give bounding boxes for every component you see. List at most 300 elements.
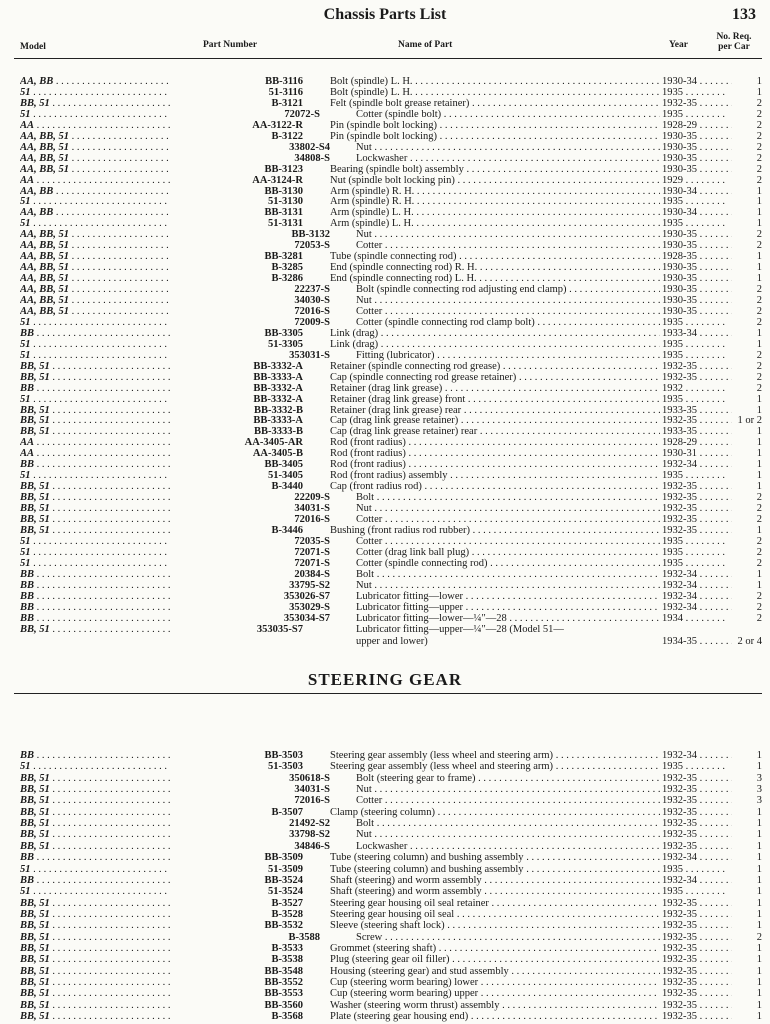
parts-row-year: 1929 . . . (662, 175, 732, 186)
parts-row-quantity: 2 (756, 240, 762, 252)
parts-row-quantity: 1 (756, 1011, 762, 1023)
parts-row-quantity: 1 (756, 750, 762, 761)
parts-row-year: 1930-35 . . . (662, 295, 732, 306)
parts-row-part-number: 21492-S2 (289, 818, 330, 830)
parts-row-year: 1935 . . . (662, 218, 732, 229)
parts-row (0, 437, 770, 448)
parts-row-model: AA, BB, 51 . . . (20, 229, 170, 240)
parts-row (0, 448, 770, 459)
parts-row-year: 1932-35 . . . (662, 841, 732, 852)
parts-row (0, 1000, 770, 1011)
parts-row-name: Bolt (spindle) L. H. . . . (330, 87, 660, 98)
parts-row-year: 1932-34 . . . (662, 591, 732, 602)
parts-row-model: BB . . . (20, 328, 170, 339)
parts-row (0, 875, 770, 886)
parts-row-name: Shaft (steering) and worm assembly . . . (330, 886, 660, 897)
parts-row-quantity: 2 (756, 612, 762, 624)
parts-row-name: Cotter . . . (356, 795, 660, 806)
parts-row-quantity: 1 (756, 988, 762, 1000)
parts-row-name: Nut (spindle bolt locking pin) . . . (330, 175, 660, 186)
parts-row (0, 569, 770, 580)
parts-row-quantity: 2 (756, 931, 762, 943)
parts-row-part-number: B-3286 (271, 273, 303, 285)
parts-row-name: Nut . . . (356, 229, 660, 240)
parts-row-year: 1932-35 . . . (662, 829, 732, 840)
parts-row-quantity: 2 (756, 349, 762, 361)
parts-row-year: 1932-35 . . . (662, 943, 732, 954)
parts-row (0, 841, 770, 852)
column-header-quantity (704, 32, 764, 52)
parts-row-model: BB, 51 . . . (20, 361, 170, 372)
parts-row-year: 1932-34 . . . (662, 852, 732, 863)
parts-row-year: 1932-35 . . . (662, 966, 732, 977)
parts-row-quantity: 3 (756, 784, 762, 796)
parts-row-part-number: B-3528 (271, 908, 303, 920)
parts-row-model: BB . . . (20, 602, 170, 613)
parts-row (0, 547, 770, 558)
parts-row-part-number: B-3507 (271, 806, 303, 818)
parts-row-model: AA, BB, 51 . . . (20, 142, 170, 153)
parts-row (0, 317, 770, 328)
parts-row-model: BB, 51 . . . (20, 807, 170, 818)
parts-row-quantity: 2 (756, 546, 762, 558)
parts-row (0, 492, 770, 503)
column-header-quantity-line2: per Car (718, 42, 750, 52)
parts-row-name: Fitting (lubricator) . . . (356, 350, 660, 361)
parts-row (0, 784, 770, 795)
parts-row-year: 1932-35 . . . (662, 481, 732, 492)
parts-row-model: 51 . . . (20, 394, 170, 405)
parts-row-part-number: 72053-S (294, 240, 330, 252)
parts-row-name: Cotter . . . (356, 536, 660, 547)
parts-row-year: 1934-35 . . . (662, 636, 732, 647)
parts-row-model: AA, BB, 51 . . . (20, 240, 170, 251)
parts-row-part-number: 353034-S7 (283, 612, 330, 624)
parts-row-year: 1928-29 . . . (662, 120, 732, 131)
parts-row-quantity: 1 (756, 437, 762, 449)
parts-row (0, 164, 770, 175)
parts-row (0, 415, 770, 426)
parts-row-part-number: 51-3131 (268, 218, 303, 230)
parts-row-model: 51 . . . (20, 558, 170, 569)
parts-row (0, 920, 770, 931)
parts-row-name: Washer (steering worm thrust) assembly . . . (330, 1000, 660, 1011)
parts-row-part-number: BB-3532 (264, 920, 303, 932)
parts-row-part-number: BB-3552 (264, 977, 303, 988)
parts-row-continued (0, 636, 770, 647)
parts-row (0, 251, 770, 262)
parts-row (0, 525, 770, 536)
section-rule (14, 693, 762, 694)
parts-row-part-number: 72071-S (294, 557, 330, 569)
parts-row-part-number: B-3122 (271, 130, 303, 142)
parts-row (0, 120, 770, 131)
parts-row-part-number: B-3533 (271, 942, 303, 954)
parts-row (0, 262, 770, 273)
parts-row-quantity: 3 (756, 795, 762, 807)
parts-row-model: AA . . . (20, 448, 170, 459)
parts-row-name: Cap (drag link grease retainer) . . . (330, 415, 660, 426)
parts-row (0, 558, 770, 569)
parts-row (0, 284, 770, 295)
parts-row (0, 852, 770, 863)
parts-row-year: 1935 . . . (662, 886, 732, 897)
parts-row-name: Lockwasher . . . (356, 841, 660, 852)
parts-row-name: Steering gear housing oil seal . . . (330, 909, 660, 920)
column-header-quantity-line1: No. Req. (716, 32, 752, 42)
parts-row-part-number: 72016-S (294, 795, 330, 807)
parts-row (0, 795, 770, 806)
parts-row-part-number: BB-3281 (264, 251, 303, 263)
parts-row (0, 306, 770, 317)
parts-row-model: BB, 51 . . . (20, 898, 170, 909)
parts-row-year: 1930-35 . . . (662, 240, 732, 251)
column-header-model: Model (20, 42, 46, 52)
parts-row-model: BB, 51 . . . (20, 818, 170, 829)
parts-row-part-number: 34808-S (294, 152, 330, 164)
parts-row-part-number: 34031-S (294, 503, 330, 515)
parts-row-part-number: BB-3548 (264, 965, 303, 977)
parts-row-model: BB . . . (20, 383, 170, 394)
parts-row-name: Nut . . . (356, 829, 660, 840)
parts-row-model: BB . . . (20, 569, 170, 580)
parts-row-name: Arm (spindle) R. H. . . . (330, 186, 660, 197)
parts-row-quantity: 1 (756, 897, 762, 909)
parts-row-year: 1932-35 . . . (662, 954, 732, 965)
parts-row (0, 131, 770, 142)
parts-row-model: BB . . . (20, 591, 170, 602)
parts-row-quantity: 2 (756, 174, 762, 186)
parts-row-part-number: BB-3132 (291, 229, 330, 241)
parts-row-year: 1932-34 . . . (662, 750, 732, 761)
parts-row-part-number: 353026-S7 (283, 590, 330, 602)
parts-row-quantity: 2 (756, 295, 762, 306)
parts-row-part-number: BB-3332-A (253, 393, 303, 405)
parts-row-quantity: 1 (756, 393, 762, 405)
parts-row-year: 1932-35 . . . (662, 932, 732, 943)
parts-row-year: 1930-34 . . . (662, 186, 732, 197)
parts-row (0, 977, 770, 988)
parts-row-name: Bolt . . . (356, 818, 660, 829)
parts-row-quantity: 1 (756, 954, 762, 966)
parts-row-part-number: BB-3503 (264, 750, 303, 761)
parts-row-name: Rod (front radius) . . . (330, 459, 660, 470)
parts-row (0, 580, 770, 591)
parts-row-model: BB, 51 . . . (20, 372, 170, 383)
parts-row-year: 1935 . . . (662, 470, 732, 481)
parts-row-name: Cotter . . . (356, 240, 660, 251)
parts-row-model: BB, 51 . . . (20, 920, 170, 931)
parts-row-name: Arm (spindle) L. H. . . . (330, 207, 660, 218)
parts-row-year: 1933-35 . . . (662, 426, 732, 437)
parts-row-part-number: 34846-S (294, 840, 330, 852)
parts-row-part-number: 34030-S (294, 295, 330, 306)
parts-row-name: Plug (steering gear oil filler) . . . (330, 954, 660, 965)
parts-row-part-number: 72016-S (294, 305, 330, 317)
parts-row-year: 1932-34 . . . (662, 602, 732, 613)
parts-row-part-number: 51-3503 (268, 761, 303, 773)
parts-row-quantity: 2 (756, 590, 762, 602)
parts-row-model: AA, BB . . . (20, 186, 170, 197)
parts-row-part-number: BB-3333-A (253, 371, 303, 383)
parts-row (0, 339, 770, 350)
parts-row (0, 470, 770, 481)
parts-row-name: Tube (steering column) and bushing assembly . . . (330, 864, 660, 875)
parts-row-year: 1932-35 . . . (662, 1000, 732, 1011)
parts-row (0, 1011, 770, 1022)
parts-row-name: Nut . . . (356, 503, 660, 514)
parts-row-part-number: B-3527 (271, 897, 303, 909)
parts-row-quantity: 1 (756, 829, 762, 841)
parts-row-part-number: 22209-S (294, 492, 330, 504)
parts-row-model: BB, 51 . . . (20, 954, 170, 965)
parts-row-model: BB, 51 . . . (20, 909, 170, 920)
parts-row-quantity: 1 (756, 579, 762, 591)
parts-row-quantity: 2 (756, 382, 762, 394)
parts-row-quantity: 1 (756, 273, 762, 285)
parts-row-model: 51 . . . (20, 339, 170, 350)
parts-row-quantity: 1 (756, 886, 762, 898)
parts-row (0, 807, 770, 818)
parts-row-part-number: 51-3524 (268, 886, 303, 898)
parts-row-model: AA, BB, 51 . . . (20, 273, 170, 284)
parts-row-part-number: 350618-S (289, 772, 330, 784)
parts-row-model: BB, 51 . . . (20, 773, 170, 784)
parts-row-name: Plate (steering gear housing end) . . . (330, 1011, 660, 1022)
parts-row-part-number: 72035-S (294, 535, 330, 547)
parts-row-year: 1932-35 . . . (662, 514, 732, 525)
parts-row-part-number: 33802-S4 (289, 141, 330, 153)
parts-row-model: 51 . . . (20, 864, 170, 875)
parts-row (0, 361, 770, 372)
parts-row-model: 51 . . . (20, 87, 170, 98)
parts-row-quantity: 1 (756, 920, 762, 932)
parts-row-model: 51 . . . (20, 218, 170, 229)
parts-row-name: Cotter (spindle bolt) . . . (356, 109, 660, 120)
parts-row-year: 1932-35 . . . (662, 807, 732, 818)
parts-row-quantity: 2 (756, 557, 762, 569)
parts-row-year: 1932-35 . . . (662, 98, 732, 109)
column-header-name: Name of Part (398, 40, 453, 50)
parts-row-quantity: 1 (756, 185, 762, 197)
parts-row-name: Retainer (spindle connecting rod grease) . . . (330, 361, 660, 372)
parts-row-quantity: 2 (756, 229, 762, 241)
parts-row-quantity: 2 (756, 141, 762, 153)
parts-row-quantity: 2 (756, 152, 762, 164)
parts-row-year: 1930-35 . . . (662, 229, 732, 240)
parts-row (0, 372, 770, 383)
parts-row-model: AA, BB, 51 . . . (20, 164, 170, 175)
parts-row-model: BB . . . (20, 750, 170, 761)
parts-row-year: 1935 . . . (662, 394, 732, 405)
parts-row-part-number: 33795-S2 (289, 579, 330, 591)
parts-row-name: Cap (front radius rod) . . . (330, 481, 660, 492)
parts-row-name: Lubricator fitting—upper—¼″—28 (Model 51— (356, 624, 564, 635)
parts-row-name: Lubricator fitting—lower—¼″—28 . . . (356, 613, 660, 624)
parts-row-model: 51 . . . (20, 350, 170, 361)
parts-row-part-number: AA-3405-AR (244, 437, 303, 449)
parts-row-name: Cap (spindle connecting rod grease retainer) . . . (330, 372, 660, 383)
parts-row-name: Bolt (spindle connecting rod adjusting end clamp) . . . (356, 284, 660, 295)
parts-row-model: BB, 51 . . . (20, 514, 170, 525)
parts-row-year: 1935 . . . (662, 109, 732, 120)
parts-row (0, 536, 770, 547)
parts-row-year: 1932-35 . . . (662, 503, 732, 514)
parts-row-quantity: 2 (756, 108, 762, 120)
parts-row-name: Cotter (spindle connecting rod clamp bolt) . . . (356, 317, 660, 328)
parts-row-part-number: 72072-S (284, 108, 320, 120)
parts-row-year: 1930-35 . . . (662, 164, 732, 175)
parts-row-model: AA, BB, 51 . . . (20, 251, 170, 262)
parts-row-quantity: 1 (756, 196, 762, 208)
parts-row (0, 481, 770, 492)
parts-row-name: Cotter (spindle connecting rod) . . . (356, 558, 660, 569)
parts-row-name: Retainer (drag link grease) . . . (330, 383, 660, 394)
parts-row-name: Nut . . . (356, 142, 660, 153)
column-header-year: Year (669, 40, 688, 50)
parts-row-part-number: 353035-S7 (256, 624, 303, 635)
parts-row-model: AA, BB, 51 . . . (20, 306, 170, 317)
parts-row-year: 1932-34 . . . (662, 875, 732, 886)
parts-row-quantity: 2 (756, 305, 762, 317)
parts-row-year: 1932-35 . . . (662, 818, 732, 829)
parts-row-quantity: 1 (756, 426, 762, 438)
parts-row-part-number: 51-3509 (268, 863, 303, 875)
parts-row-model: BB, 51 . . . (20, 481, 170, 492)
parts-row-model: BB . . . (20, 875, 170, 886)
parts-row-name: Arm (spindle) R. H. . . . (330, 196, 660, 207)
parts-row-model: BB, 51 . . . (20, 795, 170, 806)
parts-row (0, 932, 770, 943)
parts-row-quantity: 1 (756, 76, 762, 87)
parts-row-model: BB, 51 . . . (20, 525, 170, 536)
parts-row-model: AA, BB, 51 . . . (20, 295, 170, 306)
section-title-steering-gear: STEERING GEAR (307, 670, 463, 689)
parts-row-model: BB . . . (20, 613, 170, 624)
parts-row-model: BB, 51 . . . (20, 492, 170, 503)
parts-row (0, 864, 770, 875)
parts-row-year: 1930-35 . . . (662, 131, 732, 142)
parts-row-model: BB, 51 . . . (20, 829, 170, 840)
parts-row-quantity: 2 (756, 492, 762, 504)
column-headers (0, 32, 770, 58)
parts-row-year: 1935 . . . (662, 339, 732, 350)
parts-row (0, 613, 770, 624)
parts-row-part-number: BB-3332-B (253, 404, 303, 416)
parts-row-part-number: BB-3332-A (253, 382, 303, 394)
parts-row-model: AA . . . (20, 437, 170, 448)
parts-row-name: Screw . . . (356, 932, 660, 943)
parts-row-name: Lubricator fitting—upper . . . (356, 602, 660, 613)
parts-row-name: Rod (front radius) . . . (330, 437, 660, 448)
parts-row-name: Steering gear housing oil seal retainer . . . (330, 898, 660, 909)
parts-row (0, 898, 770, 909)
parts-row-quantity: 1 (756, 965, 762, 977)
parts-row-part-number: BB-3560 (264, 999, 303, 1011)
header-rule (14, 58, 762, 59)
parts-row (0, 818, 770, 829)
parts-row (0, 750, 770, 761)
parts-row-part-number: AA-3122-R (252, 119, 303, 131)
parts-row (0, 350, 770, 361)
parts-row-model: AA, BB, 51 . . . (20, 262, 170, 273)
parts-row-name: Housing (steering gear) and stud assembly . . . (330, 966, 660, 977)
parts-row-year: 1932-34 . . . (662, 459, 732, 470)
parts-row-part-number: 51-3130 (268, 196, 303, 208)
parts-row-year: 1935 . . . (662, 558, 732, 569)
parts-row-name: Arm (spindle) L. H. . . . (330, 218, 660, 229)
parts-row-model: BB . . . (20, 580, 170, 591)
parts-row-year: 1932-35 . . . (662, 1011, 732, 1022)
parts-row-part-number: BB-3509 (264, 852, 303, 864)
parts-row-quantity: 1 (756, 942, 762, 954)
parts-row-year: 1935 . . . (662, 536, 732, 547)
parts-row-quantity: 2 (756, 601, 762, 613)
parts-row (0, 988, 770, 999)
parts-row-quantity: 1 (756, 874, 762, 886)
parts-row-year: 1930-31 . . . (662, 448, 732, 459)
parts-row-quantity: 1 (756, 327, 762, 339)
parts-row-model: BB . . . (20, 852, 170, 863)
parts-row-quantity: 1 (756, 524, 762, 536)
parts-row-name: Rod (front radius) assembly . . . (330, 470, 660, 481)
parts-row-model: AA, BB, 51 . . . (20, 131, 170, 142)
parts-row-part-number: B-3538 (271, 954, 303, 966)
parts-row-part-number: BB-3333-B (253, 426, 303, 438)
parts-row-year: 1935 . . . (662, 864, 732, 875)
parts-row-part-number: AA-3405-B (252, 448, 303, 460)
parts-row-year: 1928-29 . . . (662, 437, 732, 448)
parts-row-quantity: 1 (756, 207, 762, 219)
parts-row-name: Nut . . . (356, 784, 660, 795)
parts-row-quantity: 2 (756, 119, 762, 131)
parts-row-name: Tube (spindle connecting rod) . . . (330, 251, 660, 262)
parts-row-model: AA, BB, 51 . . . (20, 284, 170, 295)
parts-row-quantity: 1 (756, 481, 762, 493)
page-header (0, 4, 770, 26)
parts-row (0, 196, 770, 207)
parts-row-name: Link (drag) . . . (330, 328, 660, 339)
parts-row-year: 1932-35 . . . (662, 525, 732, 536)
parts-row-year: 1928-35 . . . (662, 251, 732, 262)
parts-row (0, 186, 770, 197)
parts-row-quantity: 1 or 2 (737, 415, 762, 427)
parts-row-year: 1930-35 . . . (662, 153, 732, 164)
parts-row-year: 1935 . . . (662, 547, 732, 558)
parts-row-year: 1932-35 . . . (662, 415, 732, 426)
parts-row (0, 273, 770, 284)
parts-row-quantity: 1 (756, 86, 762, 98)
parts-row-year: 1933-34 . . . (662, 328, 732, 339)
parts-row-model: 51 . . . (20, 886, 170, 897)
parts-row-model: AA . . . (20, 120, 170, 131)
parts-row-quantity: 2 (756, 360, 762, 372)
parts-row-model: AA . . . (20, 175, 170, 186)
parts-row-part-number: AA-3124-R (252, 174, 303, 186)
parts-row-part-number: 353029-S (289, 601, 330, 613)
parts-row-model: AA, BB . . . (20, 207, 170, 218)
page-title: Chassis Parts List (323, 6, 447, 23)
parts-row (0, 624, 770, 635)
parts-row-year: 1930-35 . . . (662, 262, 732, 273)
parts-row-year: 1935 . . . (662, 350, 732, 361)
parts-row-name: Lockwasher . . . (356, 153, 660, 164)
parts-row-model: 51 . . . (20, 536, 170, 547)
parts-row (0, 602, 770, 613)
parts-row-name: Bolt . . . (356, 569, 660, 580)
parts-row-name: Cotter . . . (356, 514, 660, 525)
parts-row-model: BB, 51 . . . (20, 932, 170, 943)
